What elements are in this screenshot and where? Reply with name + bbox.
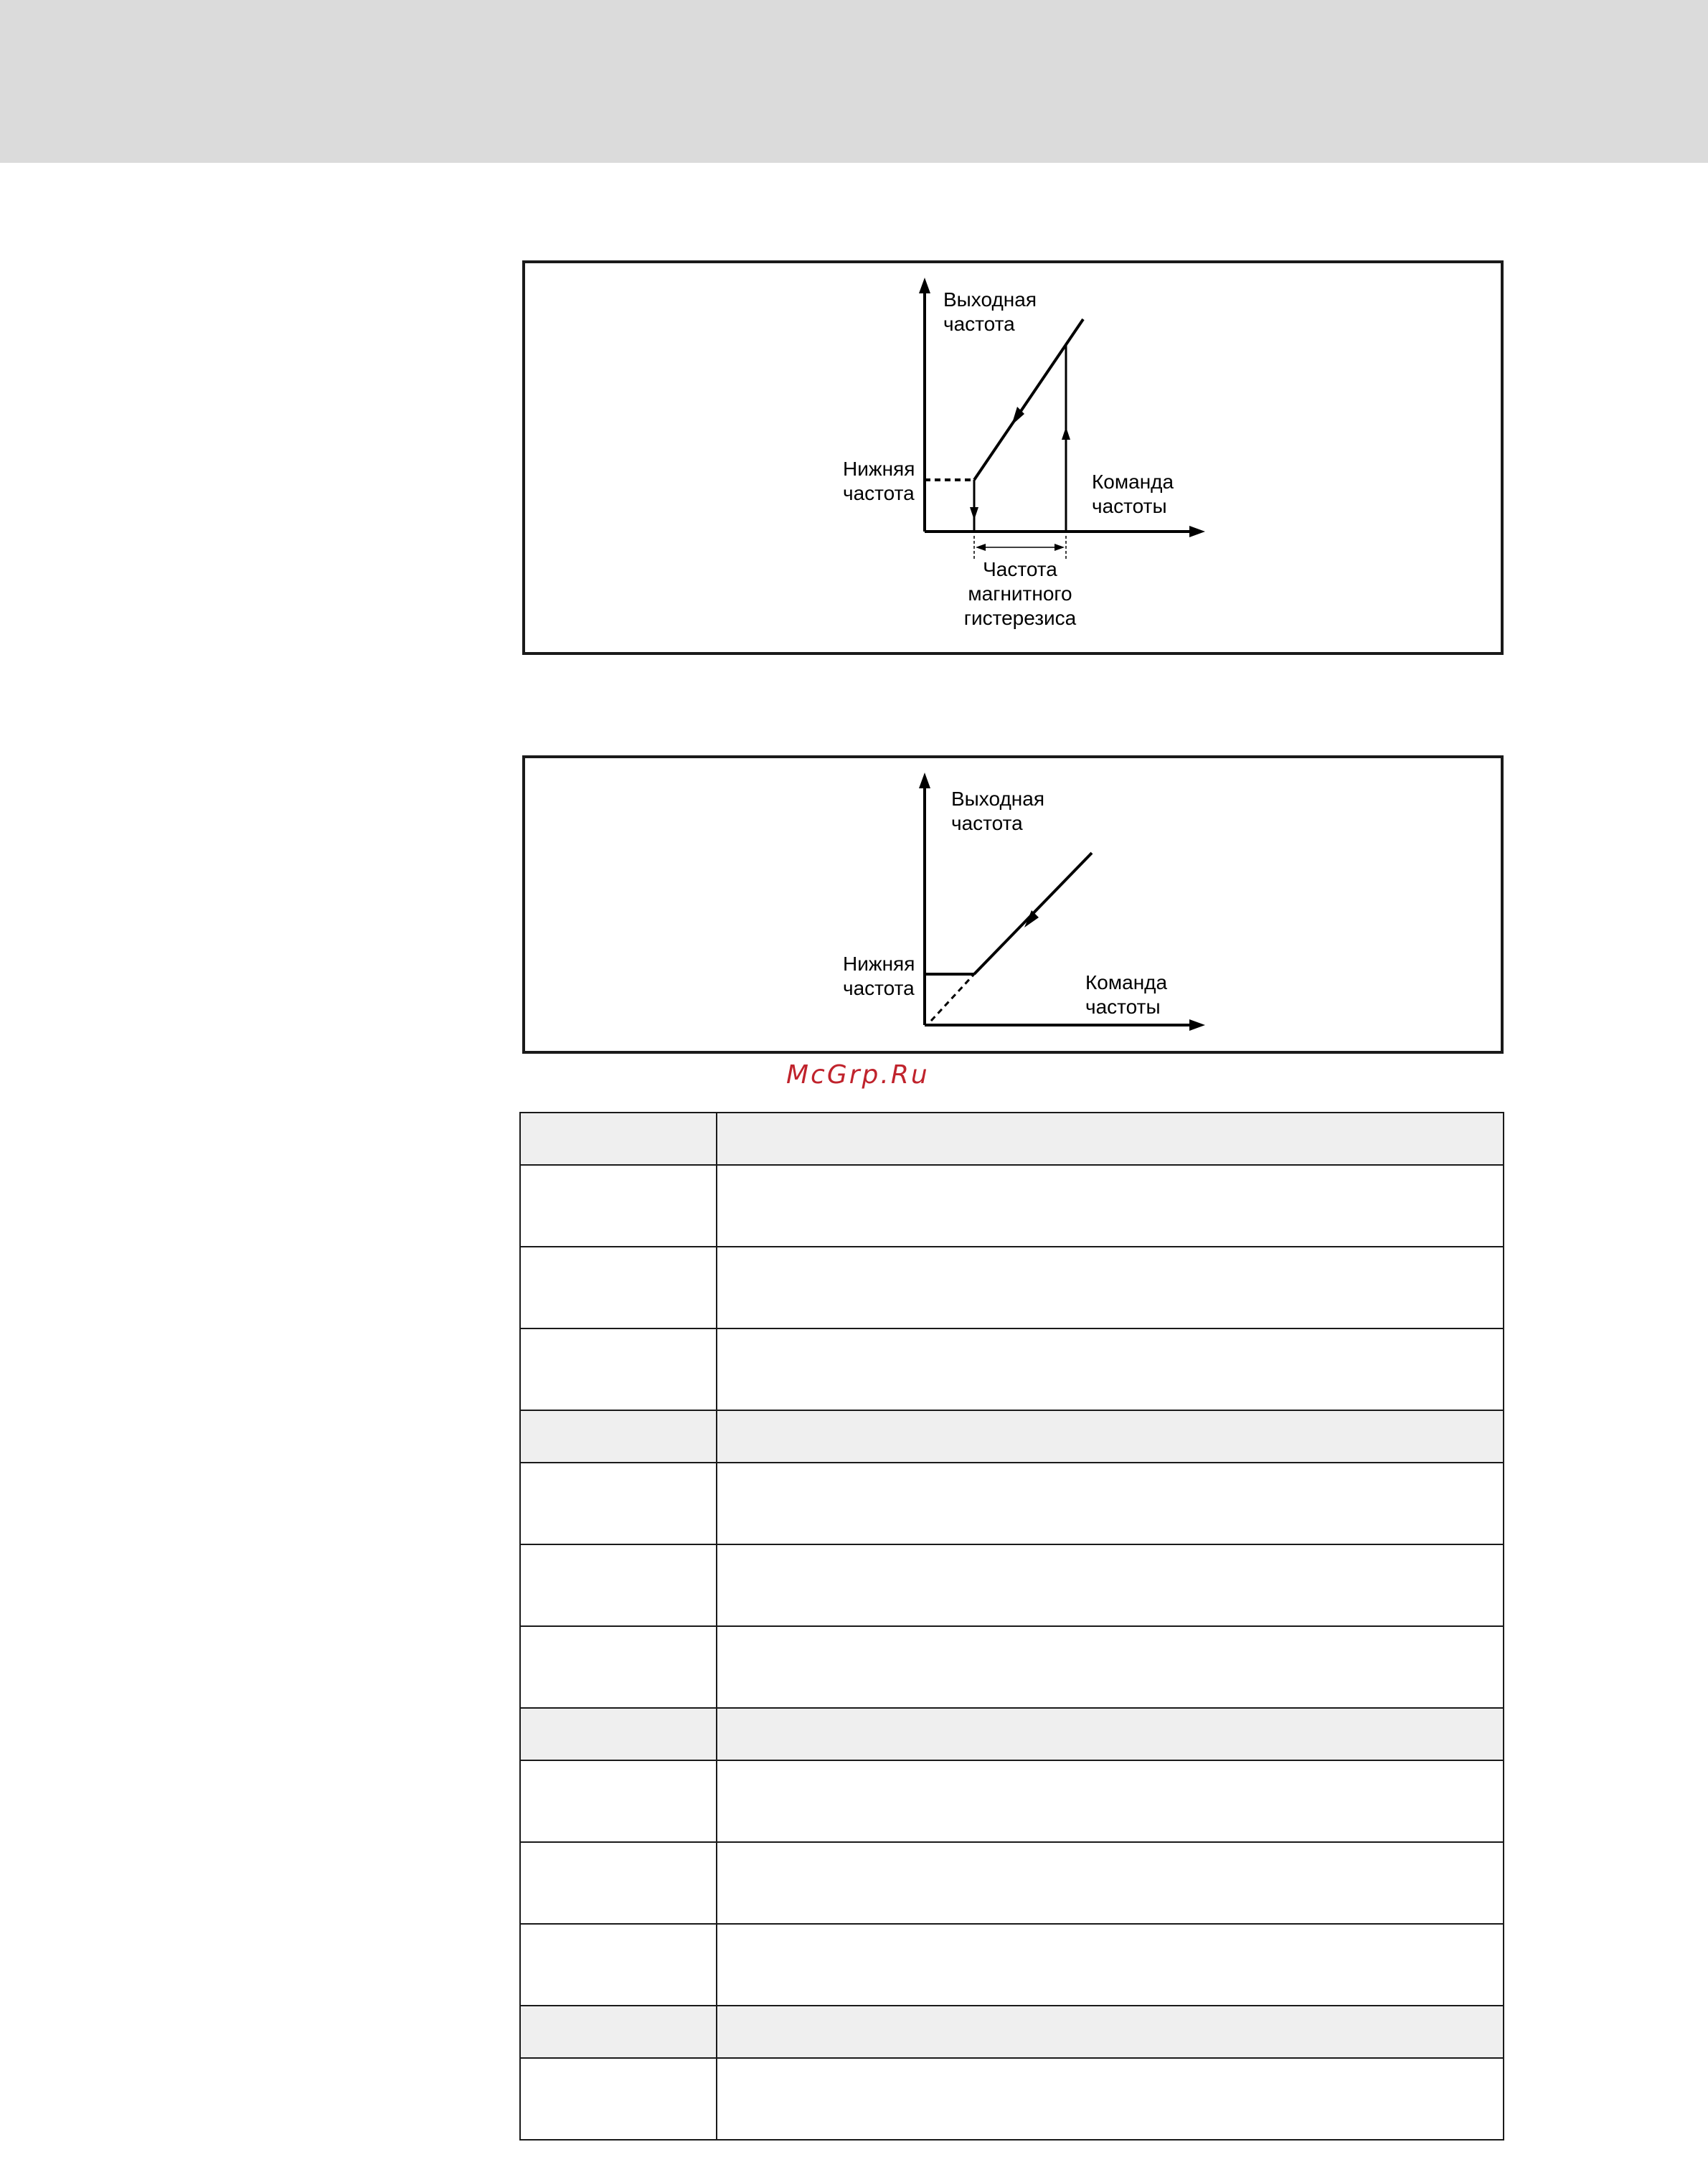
hysteresis-arrow-left — [976, 544, 986, 551]
table-cell-description — [717, 1708, 1504, 1760]
parameter-table-body — [520, 1113, 1504, 2140]
lower-freq-label — [843, 457, 915, 506]
table-cell-code — [520, 2058, 717, 2140]
x-axis-label-line1: Команда — [1092, 471, 1174, 493]
y-axis-arrow — [919, 278, 930, 293]
table-cell-description — [717, 1113, 1504, 1165]
y-axis-label-line2: частота — [951, 812, 1023, 834]
table-row — [520, 1842, 1504, 1924]
table-cell-code — [520, 1328, 717, 1410]
table-row — [520, 1463, 1504, 1544]
table-header-row — [520, 1113, 1504, 1165]
lower-freq-label — [843, 952, 915, 1001]
table-cell-code — [520, 1410, 717, 1463]
table-cell-description — [717, 1410, 1504, 1463]
table-row — [520, 1924, 1504, 2006]
hysteresis-label-line3: гистерезиса — [963, 607, 1077, 629]
table-cell-code — [520, 1247, 717, 1328]
y-axis-label-line1: Выходная — [943, 288, 1037, 311]
table-cell-description — [717, 1165, 1504, 1247]
hysteresis-label — [948, 557, 1092, 631]
table-header-row — [520, 1708, 1504, 1760]
table-cell-description — [717, 1544, 1504, 1626]
y-axis-label — [951, 787, 1044, 836]
hysteresis-label-line1: Частота — [983, 558, 1057, 580]
lower-freq-label-line1: Нижняя — [843, 953, 915, 975]
table-cell-description — [717, 1842, 1504, 1924]
lower-freq-label-line2: частота — [843, 977, 915, 999]
lower-limit-figure — [522, 755, 1504, 1054]
table-cell-code — [520, 1842, 717, 1924]
table-cell-code — [520, 1626, 717, 1708]
table-row — [520, 1544, 1504, 1626]
table-cell-code — [520, 1760, 717, 1842]
y-axis-arrow — [919, 773, 930, 788]
x-axis-arrow — [1189, 526, 1205, 537]
watermark: McGrp.Ru — [786, 1060, 930, 1090]
parameter-table — [519, 1112, 1504, 2141]
table-cell-description — [717, 1328, 1504, 1410]
table-header-row — [520, 1410, 1504, 1463]
table-cell-description — [717, 1247, 1504, 1328]
table-cell-description — [717, 2006, 1504, 2058]
hysteresis-figure — [522, 260, 1504, 655]
x-axis-label — [1092, 470, 1174, 519]
table-cell-description — [717, 2058, 1504, 2140]
table-cell-code — [520, 1708, 717, 1760]
x-axis-label — [1085, 971, 1167, 1019]
rise-arrow — [1062, 427, 1070, 440]
table-row — [520, 1165, 1504, 1247]
table-row — [520, 1626, 1504, 1708]
table-row — [520, 2058, 1504, 2140]
y-axis-label-line1: Выходная — [951, 788, 1044, 810]
table-row — [520, 1328, 1504, 1410]
header-band — [0, 0, 1708, 163]
x-axis-label-line1: Команда — [1085, 971, 1168, 993]
table-header-row — [520, 2006, 1504, 2058]
table-cell-description — [717, 1463, 1504, 1544]
table-cell-description — [717, 1924, 1504, 2006]
table-cell-description — [717, 1760, 1504, 1842]
extrapolation-dashed — [931, 974, 974, 1021]
y-axis-label — [943, 288, 1037, 336]
table-cell-code — [520, 1463, 717, 1544]
table-cell-description — [717, 1626, 1504, 1708]
table-cell-code — [520, 1924, 717, 2006]
y-axis-label-line2: частота — [943, 313, 1015, 335]
hysteresis-arrow-right — [1054, 544, 1065, 551]
hysteresis-label-line2: магнитного — [968, 582, 1072, 605]
lower-freq-label-line1: Нижняя — [843, 458, 915, 480]
x-axis-label-line2: частоты — [1092, 495, 1167, 517]
table-cell-code — [520, 1544, 717, 1626]
table-row — [520, 1760, 1504, 1842]
table-cell-code — [520, 1113, 717, 1165]
drop-arrow — [970, 507, 978, 520]
lower-freq-label-line2: частота — [843, 482, 915, 504]
table-row — [520, 1247, 1504, 1328]
x-axis-arrow — [1189, 1019, 1205, 1031]
table-cell-code — [520, 2006, 717, 2058]
table-cell-code — [520, 1165, 717, 1247]
x-axis-label-line2: частоты — [1085, 996, 1161, 1018]
